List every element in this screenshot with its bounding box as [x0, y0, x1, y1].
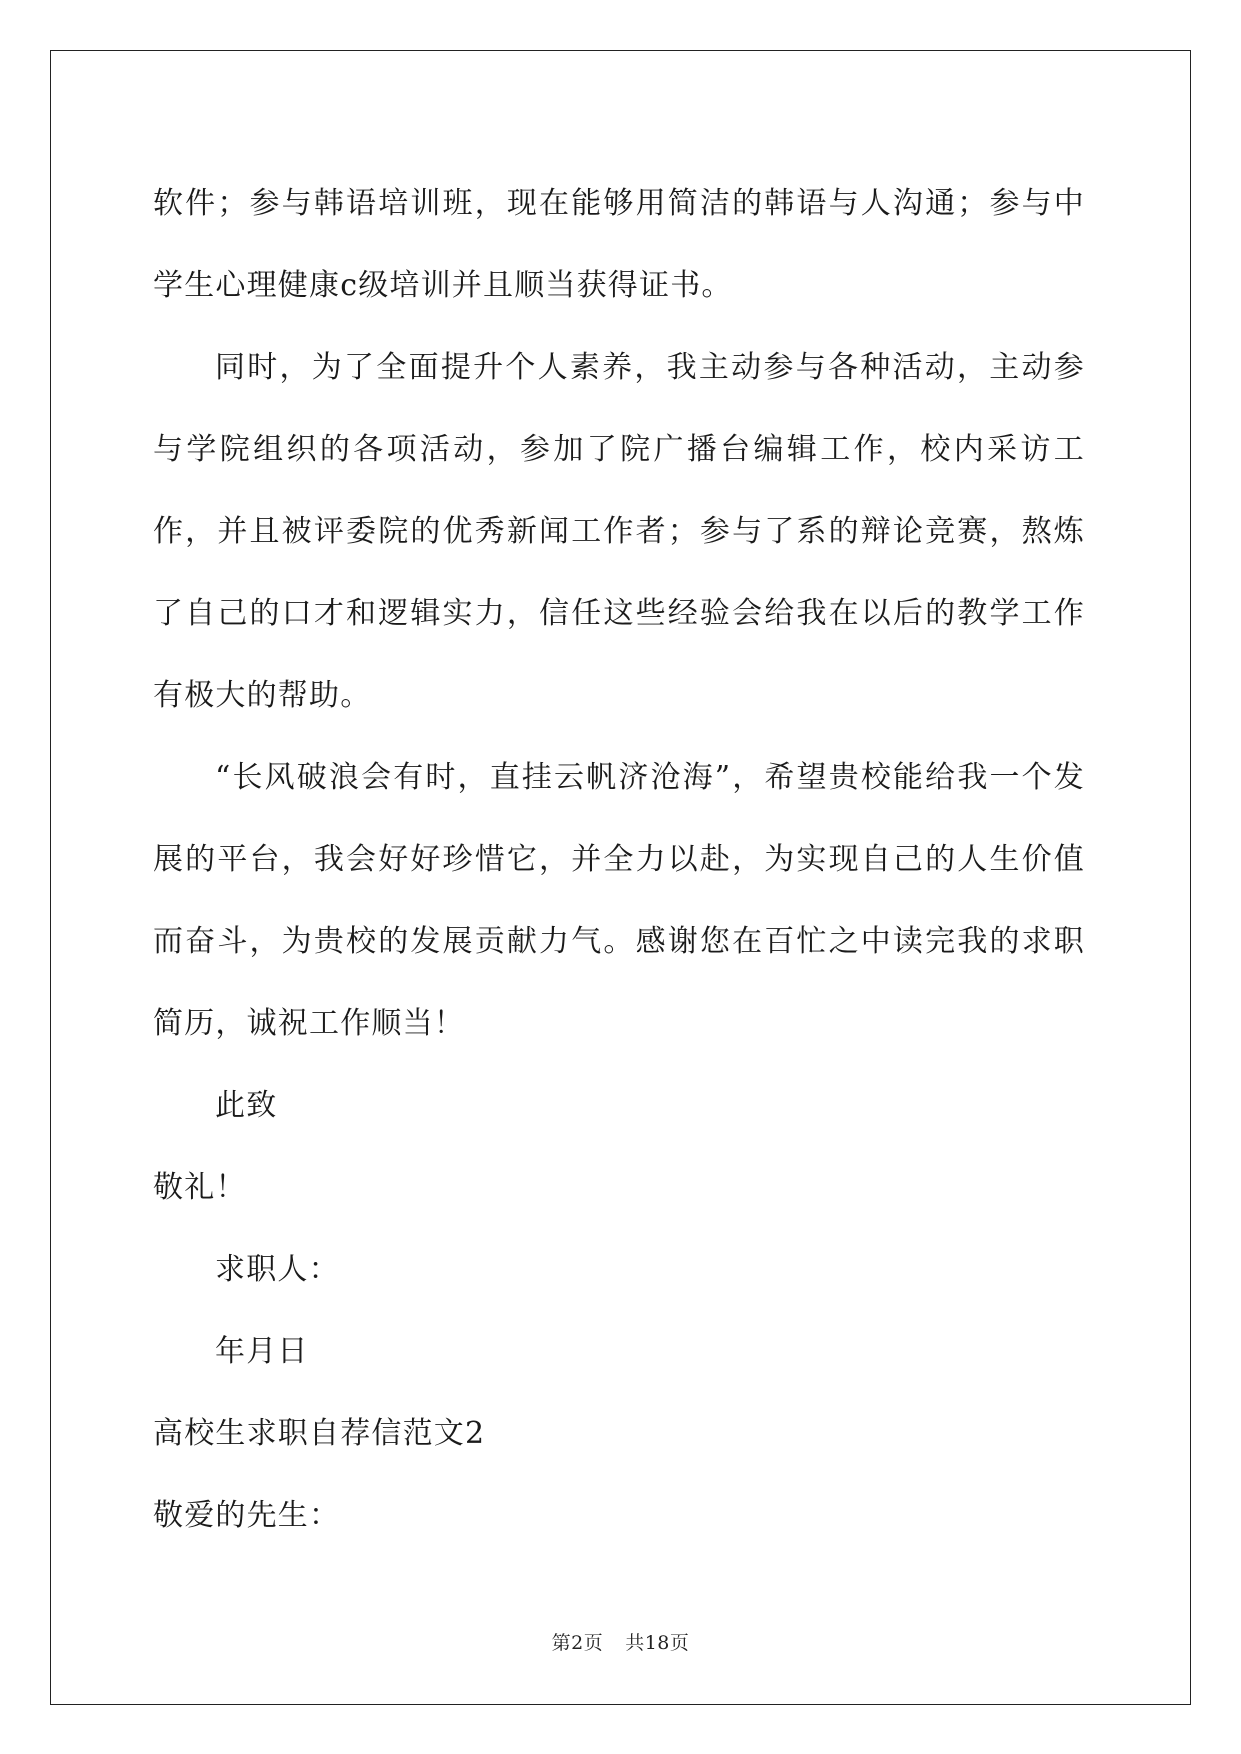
salute-line: 敬礼！ [153, 1170, 247, 1205]
document-body [153, 163, 1085, 1557]
applicant-line: 求职人： [215, 1252, 340, 1287]
paragraph-activities: 同时，为了全面提升个人素养，我主动参与各种活动，主动参与学院组织的各项活动，参加了院广播台编辑工作，校内采访工作，并且被评委院的优秀新闻工作者；参与了系的辩论竞赛，熬炼了自己的口才和逻辑实力，信任这些经验会给我在以后的教学工作有极大的帮助。 [153, 350, 1085, 713]
page-number: 第2页 [551, 1632, 604, 1654]
greeting-line: 敬爱的先生： [153, 1498, 341, 1533]
paragraph-skills: 软件；参与韩语培训班，现在能够用简洁的韩语与人沟通；参与中学生心理健康c级培训并且顺当获得证书。 [153, 186, 1085, 303]
date-line: 年月日 [215, 1334, 309, 1369]
section-title: 高校生求职自荐信范文2 [153, 1416, 486, 1451]
page-total: 共18页 [625, 1632, 690, 1654]
page-footer [0, 1628, 1241, 1655]
closing-phrase: 此致 [215, 1088, 278, 1123]
paragraph-aspiration: “长风破浪会有时，直挂云帆济沧海”，希望贵校能给我一个发展的平台，我会好好珍惜它，并全力以赴，为实现自己的人生价值而奋斗，为贵校的发展贡献力气。感谢您在百忙之中读完我的求职简历，诚祝工作顺当！ [153, 760, 1085, 1041]
